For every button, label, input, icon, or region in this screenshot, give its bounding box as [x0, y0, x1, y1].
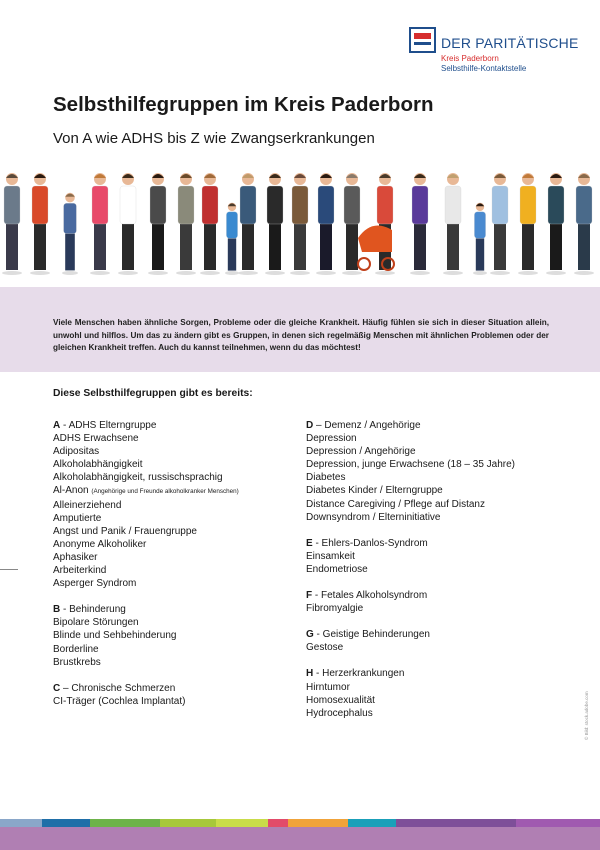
list-item: Hirntumor	[306, 681, 350, 693]
list-item: F - Fetales Alkoholsyndrom	[306, 590, 428, 602]
color-strip-segment	[160, 819, 216, 827]
color-strip-segment	[396, 819, 516, 827]
logo-subtitle-office: Selbsthilfe-Kontaktstelle	[441, 64, 527, 73]
group-f	[306, 589, 576, 615]
list-item: Anonyme Alkoholiker	[53, 538, 147, 550]
list-item: Alkoholabhängigkeit, russischsprachig	[53, 472, 223, 484]
color-strip-segment	[0, 819, 42, 827]
person-figure	[90, 173, 110, 275]
person-figure	[238, 173, 258, 275]
person-figure	[574, 173, 594, 275]
list-item: Al-Anon (Angehörige und Freunde alkoholkranker Menschen)	[53, 485, 239, 497]
logo-title: DER PARITÄTISCHE	[441, 35, 579, 51]
person-figure	[546, 173, 566, 275]
list-item: Angst und Panik / Frauengruppe	[53, 525, 197, 537]
letter-a: A	[53, 420, 61, 431]
list-item: Downsyndrom / Elterninitiative	[306, 511, 441, 523]
letter-c: C	[53, 682, 61, 694]
color-strip	[0, 819, 600, 827]
list-item: Hydrocephalus	[306, 707, 373, 719]
list-item: Alkoholabhängigkeit	[53, 459, 143, 471]
paritaetische-logo	[409, 27, 584, 75]
person-figure	[316, 173, 336, 275]
person-figure	[62, 193, 78, 275]
list-item: Adipositas	[53, 446, 100, 458]
color-strip-segment	[268, 819, 288, 827]
list-item: Homosexualität	[306, 694, 375, 706]
letter-b: B	[53, 604, 61, 616]
color-strip-segment	[516, 819, 600, 827]
list-item: H - Herzerkrankungen	[306, 668, 405, 680]
list-item: Depression	[306, 433, 357, 445]
person-figure	[148, 173, 168, 275]
list-item: Depression, junge Erwachsene (18 – 35 Jahre)	[306, 459, 516, 471]
section-heading: Diese Selbsthilfegruppen gibt es bereits:	[53, 388, 253, 399]
person-figure	[30, 173, 50, 275]
logo-subtitle-region: Kreis Paderborn	[441, 54, 499, 63]
people-illustration	[0, 160, 600, 278]
person-figure	[410, 173, 430, 275]
person-figure	[118, 173, 138, 275]
intro-text: Viele Menschen haben ähnliche Sorgen, Probleme oder die gleiche Krankheit. Häufig fühlen sie sich in dieser Situation allein, unwohl und hilflos. Um das zu ändern gibt es Gruppen, in denen sich regelmäßig Menschen mit ähnlichen Problemen oder der gleichen Krankheit treffen. Auch du kannst teilnehmen, wenn du das möchtest!	[53, 318, 549, 352]
list-item: Amputierte	[53, 512, 102, 524]
list-item: G - Geistige Behinderungen	[306, 629, 430, 641]
list-item: Depression / Angehörige	[306, 446, 416, 458]
list-item: Endometriose	[306, 563, 368, 575]
list-item: Asperger Syndrom	[53, 578, 137, 590]
list-item: Arbeiterkind	[53, 565, 107, 577]
image-credit: © Bild: stock.adobe.com	[584, 691, 589, 740]
person-figure	[176, 173, 196, 275]
list-item: ADHS Erwachsene	[53, 433, 139, 445]
color-strip-segment	[216, 819, 268, 827]
list-item: Fibromyalgie	[306, 603, 364, 615]
color-strip-segment	[348, 819, 396, 827]
group-c	[53, 682, 303, 708]
fold-mark	[0, 569, 18, 570]
group-list-right	[306, 419, 576, 733]
person-figure	[265, 173, 285, 275]
list-item: Bipolare Störungen	[53, 617, 139, 629]
list-item: Gestose	[306, 642, 344, 654]
page-title: Selbsthilfegruppen im Kreis Paderborn	[53, 93, 434, 116]
letter-f: F	[306, 590, 313, 602]
group-a	[53, 419, 303, 590]
footer-band	[0, 827, 600, 850]
person-figure	[518, 173, 538, 275]
person-figure	[225, 203, 239, 275]
list-item: Diabetes	[306, 472, 346, 484]
color-strip-segment	[42, 819, 90, 827]
group-e	[306, 537, 576, 576]
person-figure	[2, 173, 22, 275]
color-strip-segment	[288, 819, 348, 827]
list-item: Einsamkeit	[306, 550, 355, 562]
list-item: Diabetes Kinder / Elterngruppe	[306, 485, 443, 497]
group-h	[306, 667, 576, 719]
person-figure	[473, 203, 487, 275]
group-g	[306, 628, 576, 654]
list-item: Alleinerziehend	[53, 499, 122, 511]
group-d	[306, 419, 576, 524]
group-list-left	[53, 419, 303, 721]
logo-mark-icon	[409, 27, 436, 53]
letter-e: E	[306, 537, 313, 549]
group-b	[53, 603, 303, 668]
letter-d: D	[306, 420, 314, 431]
letter-g: G	[306, 629, 314, 641]
list-item: C – Chronische Schmerzen	[53, 682, 176, 694]
person-figure	[290, 173, 310, 275]
person-figure	[443, 173, 463, 275]
person-figure	[490, 173, 510, 275]
list-item: B - Behinderung	[53, 604, 126, 616]
list-item: D – Demenz / Angehörige	[306, 420, 421, 431]
list-item: A - ADHS Elterngruppe	[53, 420, 157, 431]
list-item: Aphasiker	[53, 551, 98, 563]
list-item: Borderline	[53, 643, 99, 655]
color-strip-segment	[90, 819, 160, 827]
list-item: Brustkrebs	[53, 656, 101, 668]
list-item: CI-Träger (Cochlea Implantat)	[53, 695, 186, 707]
list-item: Distance Caregiving / Pflege auf Distanz	[306, 498, 485, 510]
list-item: E - Ehlers-Danlos-Syndrom	[306, 537, 428, 549]
list-item: Blinde und Sehbehinderung	[53, 630, 177, 642]
page-subtitle: Von A wie ADHS bis Z wie Zwangserkrankungen	[53, 130, 375, 147]
person-figure	[200, 173, 220, 275]
letter-h: H	[306, 668, 314, 680]
